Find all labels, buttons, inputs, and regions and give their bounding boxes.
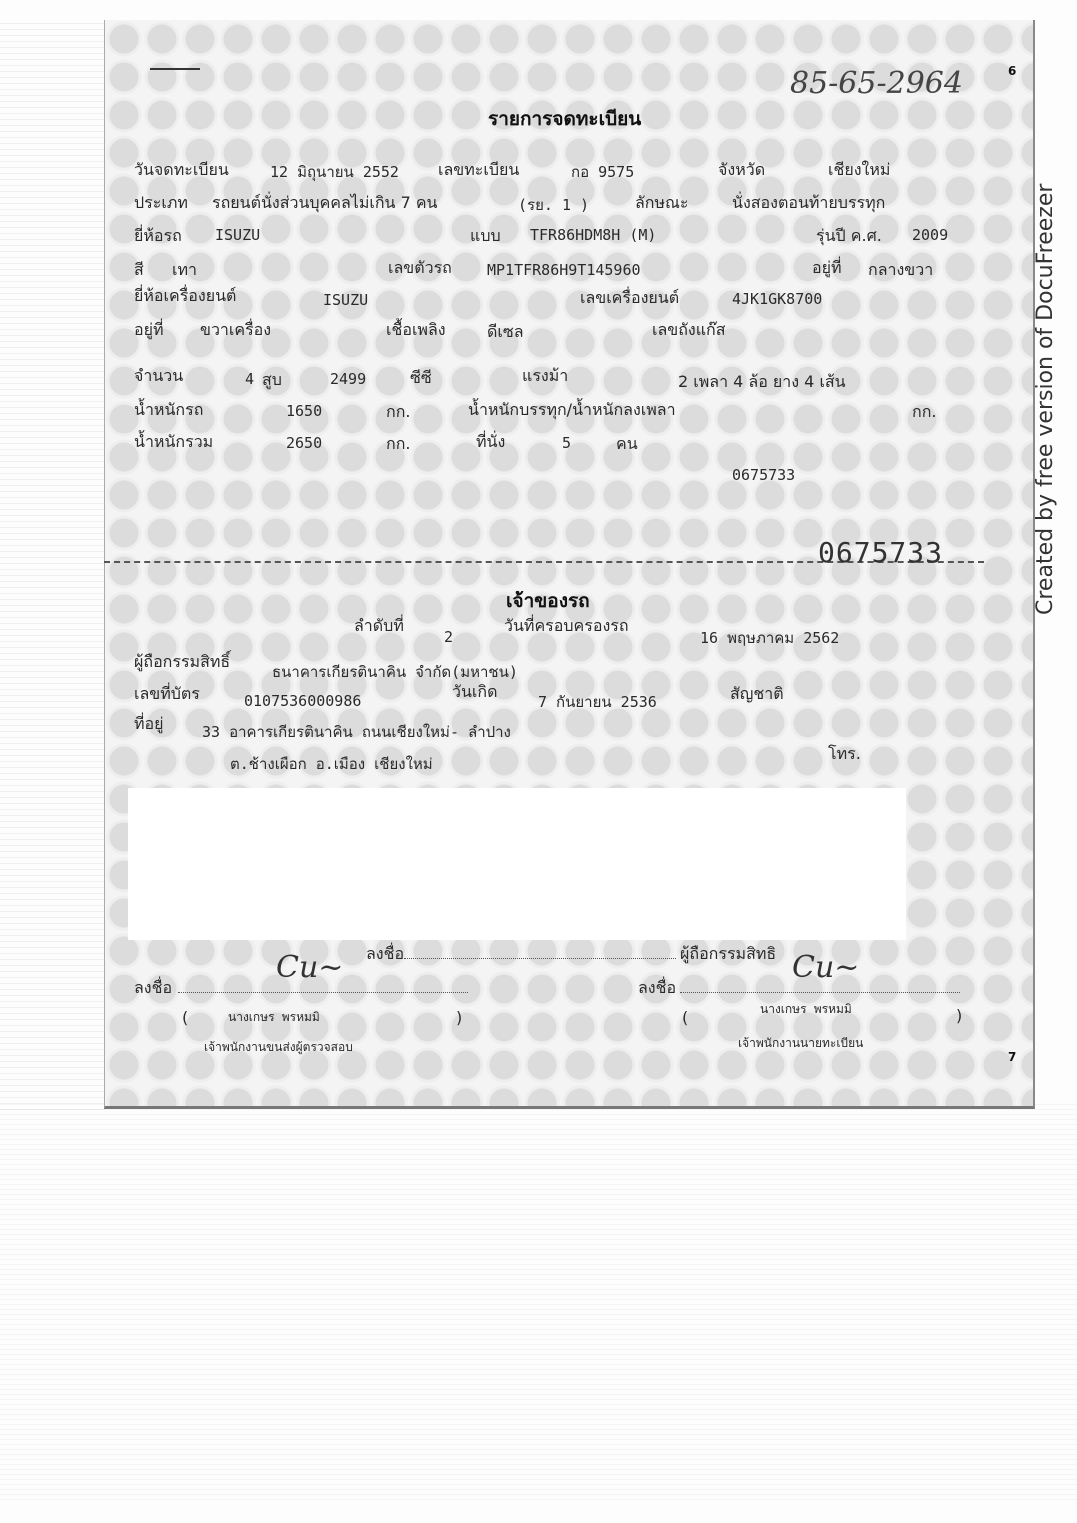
vehicle-style: นั่งสองตอนท้ายบรรทุก — [732, 193, 886, 212]
chassis-position: กลางขวา — [868, 260, 934, 279]
weight-label: น้ำหนักรถ — [134, 400, 204, 419]
brand: ISUZU — [215, 226, 261, 244]
plate-number: กอ 9575 — [571, 163, 635, 181]
province-label: จังหวัด — [718, 160, 766, 179]
left-official-role: เจ้าพนักงานขนส่งผู้ตรวจสอบ — [204, 1040, 353, 1054]
docufreezer-watermark — [1033, 565, 1058, 615]
owner-order: 2 — [444, 628, 454, 646]
fuel-label: เชื้อเพลิง — [386, 320, 446, 339]
registration-title: รายการจดทะเบียน — [488, 108, 642, 130]
tel-label: โทร. — [828, 744, 861, 763]
weight-unit: กก. — [386, 402, 411, 421]
type-label: ประเภท — [134, 193, 188, 212]
possession-date: 16 พฤษภาคม 2562 — [700, 629, 840, 647]
engine-position: ขวาเครื่อง — [200, 320, 272, 339]
reg-date-label: วันจดทะเบียน — [134, 160, 229, 179]
model: TFR86HDM8H (M) — [530, 226, 657, 244]
cylinders-label: จำนวน — [134, 366, 184, 385]
cylinders: 4 — [245, 370, 255, 388]
vehicle-color: เทา — [172, 260, 197, 279]
seats-unit: คน — [616, 434, 638, 453]
gas-tank-label: เลขถังแก๊ส — [652, 320, 726, 339]
axle-wheel-tire: 2 เพลา 4 ล้อ ยาง 4 เส้น — [678, 372, 846, 391]
right-sign-label: ลงชื่อ — [638, 978, 677, 997]
load-weight-unit: กก. — [912, 402, 937, 421]
right-paren-close: ) — [956, 1006, 963, 1025]
right-paren-open: ( — [682, 1008, 689, 1027]
left-official-name: นางเกษร พรหมมิ — [228, 1010, 320, 1024]
birth-date: 7 กันยายน 2536 — [538, 693, 657, 711]
birth-label: วันเกิด — [452, 682, 498, 701]
engine-brand-label: ยี่ห้อเครื่องยนต์ — [134, 286, 237, 305]
document-number-stamp: 0675733 — [818, 536, 944, 569]
page-number-bottom: 7 — [1008, 1050, 1017, 1064]
vehicle-type-code: (รย. 1 ) — [518, 196, 590, 214]
holder-sign-line — [404, 958, 676, 959]
left-signature: Cu~ — [276, 950, 344, 985]
holder-name: ธนาคารเกียรตินาคิน จำกัด(มหาชน) — [272, 663, 518, 681]
vehicle-type: รถยนต์นั่งส่วนบุคคลไม่เกิน 7 คน — [212, 193, 438, 212]
chassis-position-label: อยู่ที่ — [812, 258, 842, 277]
holder-label: ผู้ถือกรรมสิทธิ์ — [134, 652, 231, 671]
redacted-block — [128, 788, 906, 940]
horsepower-label: แรงม้า — [522, 366, 569, 385]
address-line-2: ต.ช้างเผือก อ.เมือง เชียงใหม่ — [230, 755, 433, 773]
gross-weight-label: น้ำหนักรวม — [134, 432, 214, 451]
engine-number: 4JK1GK8700 — [732, 290, 823, 308]
chassis-number: MP1TFR86H9T145960 — [487, 261, 641, 279]
year-label: รุ่นปี ค.ศ. — [816, 226, 882, 245]
right-official-name: นางเกษร พรหมมิ — [760, 1002, 852, 1016]
id-number: 0107536000986 — [244, 692, 362, 710]
right-official-role: เจ้าพนักงานนายทะเบียน — [738, 1036, 864, 1050]
model-year: 2009 — [912, 226, 949, 244]
right-signature: Cu~ — [792, 950, 860, 985]
cc-unit: ซีซี — [410, 368, 432, 387]
gross-weight: 2650 — [286, 434, 323, 452]
model-label: แบบ — [470, 226, 501, 245]
brand-label: ยี่ห้อรถ — [134, 226, 182, 245]
vehicle-weight: 1650 — [286, 402, 323, 420]
holder-sign-label: ลงชื่อ — [366, 944, 405, 963]
engine-brand: ISUZU — [323, 291, 369, 309]
left-sign-label: ลงชื่อ — [134, 978, 173, 997]
province: เชียงใหม่ — [828, 160, 891, 179]
pen-dash-mark — [150, 68, 200, 70]
load-weight-label: น้ำหนักบรรทุก/น้ำหนักลงเพลา — [468, 400, 676, 419]
left-paren-open: ( — [182, 1008, 189, 1027]
engine-number-label: เลขเครื่องยนต์ — [580, 288, 680, 307]
engine-position-label: อยู่ที่ — [134, 320, 164, 339]
seats: 5 — [562, 434, 572, 452]
left-sign-line — [178, 992, 468, 993]
adjacent-page-shadow — [0, 20, 105, 1110]
order-label: ลำดับที่ — [354, 616, 404, 635]
possession-date-label: วันที่ครอบครองรถ — [504, 616, 629, 635]
id-label: เลขที่บัตร — [134, 684, 200, 703]
reg-date: 12 มิถุนายน 2552 — [270, 163, 399, 181]
page-number-top: 6 — [1008, 64, 1017, 78]
nationality-label: สัญชาติ — [730, 684, 784, 703]
style-label: ลักษณะ — [635, 193, 689, 212]
holder-sign-caption: ผู้ถือกรรมสิทธิ — [680, 944, 777, 963]
address-label: ที่อยู่ — [134, 714, 164, 733]
owner-title: เจ้าของรถ — [506, 590, 590, 612]
engine-cc: 2499 — [330, 370, 367, 388]
left-paren-close: ) — [456, 1008, 463, 1027]
fuel-type: ดีเซล — [487, 322, 524, 341]
gross-weight-unit: กก. — [386, 434, 411, 453]
scan-noise — [0, 1100, 1077, 1500]
color-label: สี — [134, 260, 144, 279]
document-number: 0675733 — [732, 466, 796, 484]
plate-label: เลขทะเบียน — [438, 160, 520, 179]
right-sign-line — [680, 992, 960, 993]
handwritten-reference: 85-65-2964 — [790, 66, 963, 101]
seats-label: ที่นั่ง — [476, 432, 506, 451]
chassis-label: เลขตัวรถ — [388, 258, 452, 277]
cylinder-unit: สูบ — [262, 370, 282, 389]
address-line-1: 33 อาคารเกียรตินาคิน ถนนเชียงใหม่- ลำปาง — [202, 723, 511, 741]
